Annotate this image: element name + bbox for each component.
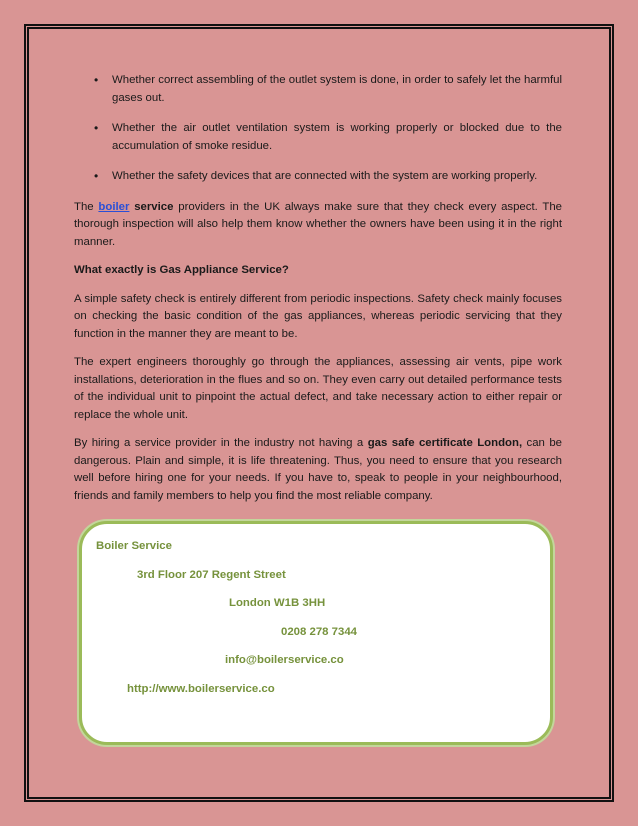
text: By hiring a service provider in the industry not having a — [74, 437, 368, 449]
bullet-icon: • — [94, 169, 99, 183]
paragraph-safety-check: A simple safety check is entirely different from periodic inspections. Safety check mainly focuses on checking the basic condition of the gas appliances, whereas periodic servicing that they function in the manner they are meant to be. — [74, 292, 562, 340]
bold-text: service — [129, 200, 174, 213]
text: can be dangerous. Plain and simple, it is life threatening. Thus, you need to ensure that you research well before hiring one for your needs. If you have to, speak to people in your neighbourhood, friends and family members to help you find the most reliable company. — [74, 437, 562, 502]
list-item-text: Whether the air outlet ventilation system is working properly or blocked due to the accumulation of smoke residue. — [112, 122, 562, 152]
list-item-text: Whether the safety devices that are connected with the system are working properly. — [112, 170, 538, 182]
paragraph-boiler-service — [74, 199, 562, 252]
section-heading: What exactly is Gas Appliance Service? — [74, 264, 289, 276]
company-name: Boiler Service — [96, 540, 172, 552]
list-item-text: Whether correct assembling of the outlet system is done, in order to safely let the harmful gases out. — [112, 74, 562, 104]
check-list — [74, 72, 562, 186]
list-item — [74, 168, 562, 186]
list-item — [74, 72, 562, 107]
phone-number: 0208 278 7344 — [281, 626, 358, 638]
email-link[interactable]: info@boilerservice.co — [225, 654, 344, 666]
list-item — [74, 120, 562, 155]
website-link[interactable]: http://www.boilerservice.co — [127, 683, 275, 695]
text: providers in the UK always make sure that they check every aspect. The thorough inspection will also help them know whether the owners have been using it in the right manner. — [74, 200, 562, 248]
paragraph-expert-engineers: The expert engineers thoroughly go through the appliances, assessing air vents, pipe work installations, deterioration in the flues and so on. They even carry out detailed performance tests of the individual unit to pinpoint the actual defect, and take necessary action to either repair or replace the whole unit. — [74, 356, 562, 421]
bullet-icon: • — [94, 73, 99, 87]
paragraph-hiring — [74, 435, 562, 505]
bold-text: gas safe certificate London, — [367, 437, 523, 449]
street-address: 3rd Floor 207 Regent Street — [137, 569, 286, 581]
city-postcode: London W1B 3HH — [229, 597, 326, 609]
text: The — [74, 200, 99, 213]
boiler-link[interactable]: boiler — [98, 200, 130, 213]
bullet-icon: • — [94, 121, 99, 135]
document-body — [74, 72, 562, 516]
